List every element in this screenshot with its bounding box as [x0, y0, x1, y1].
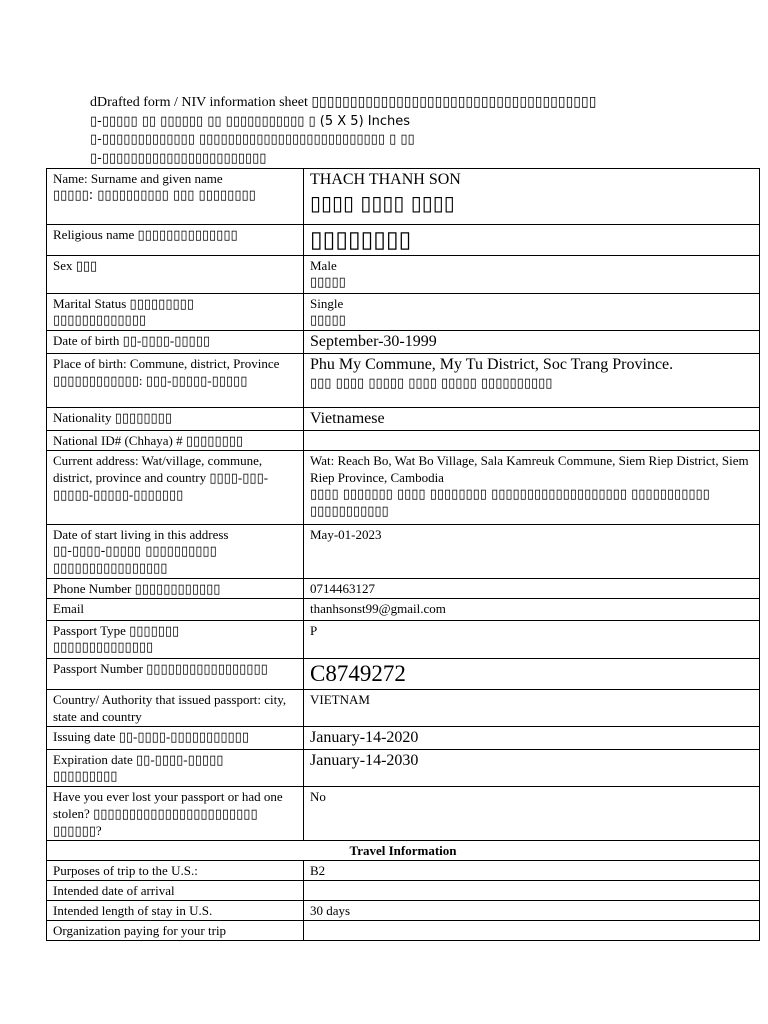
row-date-of-birth	[47, 331, 760, 354]
label-trip-purpose: Purposes of trip to the U.S.:	[47, 861, 304, 881]
row-email	[47, 599, 760, 621]
value-nationality[interactable]: Vietnamese	[304, 408, 760, 431]
travel-section-title: Travel Information	[47, 841, 760, 861]
row-lost-passport	[47, 787, 760, 841]
row-length-of-stay	[47, 901, 760, 921]
row-issuing-date	[47, 727, 760, 750]
value-religious-name[interactable]: ▯▯▯▯▯▯▯▯	[304, 225, 760, 256]
label-arrival-date: Intended date of arrival	[47, 881, 304, 901]
value-phone-number[interactable]: 0714463127	[304, 579, 760, 599]
value-trip-purpose[interactable]: B2	[304, 861, 760, 881]
label-start-living-date: Date of start living in this address ▯▯-▯▯▯▯-▯▯▯▯▯ ▯▯▯▯▯▯▯▯▯▯ ▯▯▯▯▯▯▯▯▯▯▯▯▯▯▯▯	[47, 525, 304, 579]
form-header	[90, 94, 670, 168]
value-date-of-birth[interactable]: September-30-1999	[304, 331, 760, 354]
row-arrival-date	[47, 881, 760, 901]
value-current-address[interactable]: Wat: Reach Bo, Wat Bo Village, Sala Kamreuk Commune, Siem Riep District, Siem Riep Province, Cambodia ▯▯▯▯ ▯▯▯▯▯▯▯ ▯▯▯▯ ▯▯▯▯▯▯▯▯ ▯▯▯▯▯▯▯▯▯▯▯▯▯▯▯▯▯▯▯ ▯▯▯▯▯▯▯▯▯▯▯ ▯▯▯▯▯▯▯▯▯▯▯	[304, 451, 760, 525]
value-marital-status[interactable]: Single ▯▯▯▯▯	[304, 294, 760, 331]
value-passport-number[interactable]: C8749272	[304, 659, 760, 690]
value-sex[interactable]: Male ▯▯▯▯▯	[304, 256, 760, 294]
label-expiration-date: Expiration date ▯▯-▯▯▯▯-▯▯▯▯▯ ▯▯▯▯▯▯▯▯▯	[47, 750, 304, 787]
row-passport-issuer	[47, 690, 760, 727]
value-lost-passport[interactable]: No	[304, 787, 760, 841]
header-line-photo: ▯-▯▯▯▯▯ ▯▯ ▯▯▯▯▯▯ ▯▯ ▯▯▯▯▯▯▯▯▯▯▯ ▯ (5 X 5) Inches	[90, 113, 411, 129]
value-start-living-date[interactable]: May-01-2023	[304, 525, 760, 579]
value-place-of-birth[interactable]: Phu My Commune, My Tu District, Soc Trang Province. ▯▯▯ ▯▯▯▯ ▯▯▯▯▯ ▯▯▯▯ ▯▯▯▯▯ ▯▯▯▯▯▯▯▯▯▯	[304, 354, 760, 408]
row-trip-payer	[47, 921, 760, 941]
row-sex	[47, 256, 760, 294]
label-phone-number: Phone Number ▯▯▯▯▯▯▯▯▯▯▯▯	[47, 579, 304, 599]
value-passport-issuer[interactable]: VIETNAM	[304, 690, 760, 727]
label-name: Name: Surname and given name ▯▯▯▯▯: ▯▯▯▯▯▯▯▯▯▯ ▯▯▯ ▯▯▯▯▯▯▯▯	[47, 169, 304, 225]
form-title: dDrafted form / NIV information sheet ▯▯▯▯▯▯▯▯▯▯▯▯▯▯▯▯▯▯▯▯▯▯▯▯▯▯▯▯▯▯▯▯▯▯▯▯▯	[90, 95, 597, 110]
row-passport-number	[47, 659, 760, 690]
label-passport-issuer: Country/ Authority that issued passport: city, state and country	[47, 690, 304, 727]
label-issuing-date: Issuing date ▯▯-▯▯▯▯-▯▯▯▯▯▯▯▯▯▯▯	[47, 727, 304, 750]
value-expiration-date[interactable]: January-14-2030	[304, 750, 760, 787]
label-sex: Sex ▯▯▯	[47, 256, 304, 294]
value-length-of-stay[interactable]: 30 days	[304, 901, 760, 921]
label-current-address: Current address: Wat/village, commune, district, province and country ▯▯▯▯-▯▯▯-▯▯▯▯▯-▯▯▯▯▯-▯▯▯▯▯▯▯	[47, 451, 304, 525]
row-nationality	[47, 408, 760, 431]
label-place-of-birth: Place of birth: Commune, district, Province ▯▯▯▯▯▯▯▯▯▯▯▯: ▯▯▯-▯▯▯▯▯-▯▯▯▯▯	[47, 354, 304, 408]
row-expiration-date	[47, 750, 760, 787]
header-line-3: ▯-▯▯▯▯▯▯▯▯▯▯▯▯▯ ▯▯▯▯▯▯▯▯▯▯▯▯▯▯▯▯▯▯▯▯▯▯▯▯▯▯ ▯ ▯▯	[90, 132, 415, 147]
value-email[interactable]: thanhsonst99@gmail.com	[304, 599, 760, 621]
row-religious-name	[47, 225, 760, 256]
value-trip-payer[interactable]	[304, 921, 760, 941]
row-name	[47, 169, 760, 225]
value-name[interactable]: THACH THANH SON ▯▯▯▯ ▯▯▯▯ ▯▯▯▯	[304, 169, 760, 225]
label-date-of-birth: Date of birth ▯▯-▯▯▯▯-▯▯▯▯▯	[47, 331, 304, 354]
label-religious-name: Religious name ▯▯▯▯▯▯▯▯▯▯▯▯▯▯	[47, 225, 304, 256]
row-place-of-birth	[47, 354, 760, 408]
section-travel-information	[47, 841, 760, 861]
value-arrival-date[interactable]	[304, 881, 760, 901]
label-trip-payer: Organization paying for your trip	[47, 921, 304, 941]
row-national-id	[47, 431, 760, 451]
label-email: Email	[47, 599, 304, 621]
value-issuing-date[interactable]: January-14-2020	[304, 727, 760, 750]
label-length-of-stay: Intended length of stay in U.S.	[47, 901, 304, 921]
label-passport-number: Passport Number ▯▯▯▯▯▯▯▯▯▯▯▯▯▯▯▯▯	[47, 659, 304, 690]
value-passport-type[interactable]: P	[304, 621, 760, 659]
row-marital-status	[47, 294, 760, 331]
row-trip-purpose	[47, 861, 760, 881]
row-current-address	[47, 451, 760, 525]
label-national-id: National ID# (Chhaya) # ▯▯▯▯▯▯▯▯	[47, 431, 304, 451]
label-lost-passport: Have you ever lost your passport or had one stolen? ▯▯▯▯▯▯▯▯▯▯▯▯▯▯▯▯▯▯▯▯▯▯▯ ▯▯▯▯▯▯?	[47, 787, 304, 841]
header-line-4: ▯-▯▯▯▯▯▯▯▯▯▯▯▯▯▯▯▯▯▯▯▯▯▯▯	[90, 150, 267, 166]
row-phone-number	[47, 579, 760, 599]
label-marital-status: Marital Status ▯▯▯▯▯▯▯▯▯ ▯▯▯▯▯▯▯▯▯▯▯▯▯	[47, 294, 304, 331]
row-passport-type	[47, 621, 760, 659]
row-start-living-date	[47, 525, 760, 579]
value-national-id[interactable]	[304, 431, 760, 451]
niv-form-table	[46, 168, 760, 941]
label-nationality: Nationality ▯▯▯▯▯▯▯▯	[47, 408, 304, 431]
label-passport-type: Passport Type ▯▯▯▯▯▯▯ ▯▯▯▯▯▯▯▯▯▯▯▯▯▯	[47, 621, 304, 659]
